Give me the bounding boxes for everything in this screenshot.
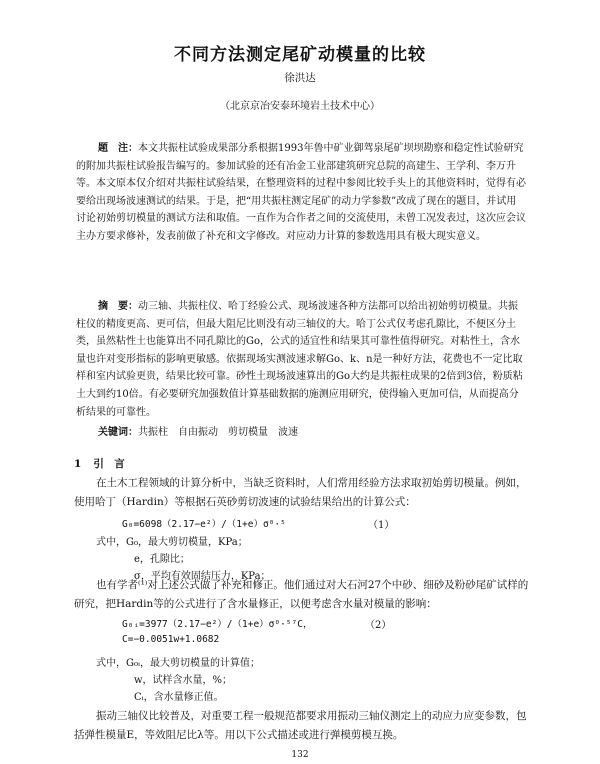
equation-1-number: （1）	[368, 520, 395, 531]
abstract-text: 动三轴、共振柱仪、哈丁经验公式、现场波速各种方法都可以给出初始剪切模量。共振柱仪的精度更高、更可信，但最大阻尼比则没有动三轴仪的大。哈丁公式仅考虑孔隙比，不便区分土类，虽然粘性土也能算出不同孔隙比的Go，公式的适宜性和结果其可靠性值得研究。对粘性土，含水量也许对变形指标的影响更敏感。依据现场实测波速求解Go、k、n是一种好方法，花费也不一定比取样和室内试验更贵，结果比较可靠。砂性土现场波速算出的Go大约是共振柱成果的2倍到3倍，粉质粘土大到约10倍。有必要研究加强数值计算基础数据的施测应用研究，使得输入更加可信，从而提高分析结果的可靠性。	[76, 301, 523, 418]
keywords-text: 共振柱 自由振动 剪切模量 波速	[138, 427, 298, 438]
author-name: 徐洪达	[284, 72, 316, 84]
page-number: 132	[291, 750, 309, 760]
title-note-text: 本文共振柱试验成果部分系根据1993年鲁中矿业御驾泉尾矿坝坝勘察和稳定性试验研究的附加共振柱试验报告编写的。参加试验的还有冶金工业部建筑研究总院的高建生、王学利、李万升等。本文原本仅介绍对共振柱试验结果，在整理资料的过程中参阅比较手头上的其他资料时，觉得有必要给出现场波速测试的结果。于是，把“用共振柱测定尾矿的动力学参数”改成了现在的题目，并试用讨论初始剪切模量的测试方法和取值。一直作为合作者之间的交流使用，未曾工况发表过，这次应会议主办方要求修补，发表前做了补充和文字修改。对应动力计算的参数选用具有极大现实意义。	[76, 143, 526, 242]
equation-1: G₀=6098（2.17−e²）/（1+e）σ⁰·⁵	[122, 519, 286, 530]
section-number: 1	[74, 458, 82, 470]
section-title: 引 言	[93, 458, 125, 470]
keywords	[98, 423, 298, 438]
where-line-6: Cᵢ，含水量修正值。	[134, 692, 224, 703]
intro-paragraph-3: 振动三轴仪比较普及，对重要工程一般规范都要求用振动三轴仪测定上的动应力应变参数，包括弹性模量E，等效阻尼比λ等。用以下公式描述或进行弹模剪模互换。	[74, 710, 527, 741]
equation-3: C=−0.0051w+1.0682	[122, 634, 220, 645]
abstract-label: 摘 要：	[98, 301, 138, 312]
equation-2-number: （2）	[365, 620, 392, 631]
keywords-label: 关键词：	[98, 427, 138, 438]
title-note-label: 题 注：	[98, 143, 138, 154]
where-line-3: σ，平均有效固结压力，KPa；	[134, 571, 271, 582]
where-line-5: w，试样含水量，%；	[134, 675, 233, 686]
where-line-2: e，孔隙比；	[134, 554, 190, 565]
intro-paragraph-1: 在土木工程领域的计算分析中，当缺乏资料时，人们常用经验方法求取初始剪切模量。例如，使用哈丁（Hardin）等根据石英砂剪切波速的试验结果给出的计算公式：	[74, 477, 527, 508]
section-heading	[74, 456, 137, 471]
affiliation: （北京京冶安泰环境岩土技术中心）	[220, 101, 380, 112]
equation-2: G₀ᵢ=3977（2.17−e²）/（1+e）σ⁰·⁵⁷C，	[122, 619, 313, 630]
title-note	[76, 140, 526, 246]
abstract	[76, 298, 526, 421]
where-line-4: 式中，G₀ᵢ，最大剪切模量的计算值；	[96, 658, 261, 669]
intro-paragraph-2: 也有学者⁽¹⁾对上述公式做了补充和修正。他们通过对大石河27个中砂、细砂及粉砂尾矿试样的研究，把Hardin等的公式进行了含水量修正，以便考虑含水量对模量的影响：	[74, 579, 529, 610]
paper-title: 不同方法测定尾矿动模量的比较	[174, 45, 426, 65]
where-line-1: 式中，G₀，最大剪切模量，KPa；	[96, 537, 248, 548]
